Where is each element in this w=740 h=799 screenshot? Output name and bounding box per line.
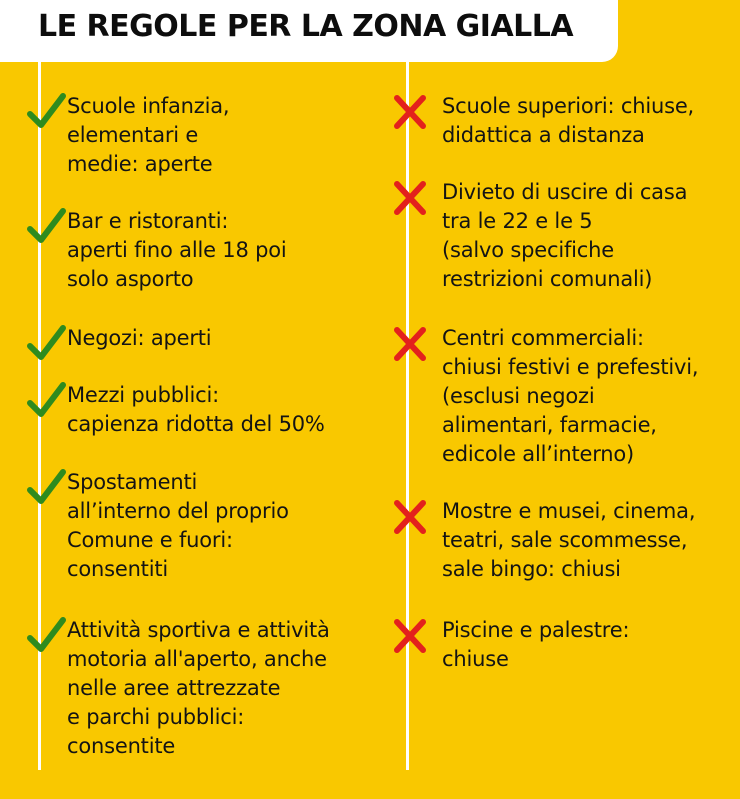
check-icon (26, 92, 66, 132)
check-icon (26, 616, 66, 656)
allowed-item-text: Mezzi pubblici: capienza ridotta del 50% (67, 383, 325, 436)
allowed-item-text: Bar e ristoranti: aperti fino alle 18 poi solo asporto (67, 209, 287, 291)
title-banner (0, 0, 618, 62)
check-icon (26, 381, 66, 421)
forbidden-item-text: Centri commerciali: chiusi festivi e prefestivi, (esclusi negozi alimentari, farmacie, edicole all’interno) (442, 326, 699, 466)
allowed-item-text: Scuole infanzia, elementari e medie: aperte (67, 94, 230, 176)
forbidden-item-text: Scuole superiori: chiuse, didattica a distanza (442, 94, 695, 147)
forbidden-item-text: Divieto di uscire di casa tra le 22 e le 5 (salvo specifiche restrizioni comunali) (442, 180, 688, 291)
forbidden-item-text: Mostre e musei, cinema, teatri, sale scommesse, sale bingo: chiusi (442, 499, 696, 581)
cross-icon (390, 92, 430, 132)
cross-icon (390, 616, 430, 656)
cross-icon (390, 324, 430, 364)
center-divider-line (406, 62, 409, 770)
allowed-item-text: Spostamenti all’interno del proprio Comune e fuori: consentiti (67, 470, 289, 581)
cross-icon (390, 497, 430, 537)
page-title: LE REGOLE PER LA ZONA GIALLA (38, 9, 574, 44)
cross-icon (390, 178, 430, 218)
check-icon (26, 207, 66, 247)
check-icon (26, 324, 66, 364)
allowed-item-text: Attività sportiva e attività motoria all'aperto, anche nelle aree attrezzate e parchi pubblici: consentite (67, 618, 330, 758)
forbidden-item-text: Piscine e palestre: chiuse (442, 618, 630, 671)
check-icon (26, 468, 66, 508)
allowed-item-text: Negozi: aperti (67, 326, 212, 350)
